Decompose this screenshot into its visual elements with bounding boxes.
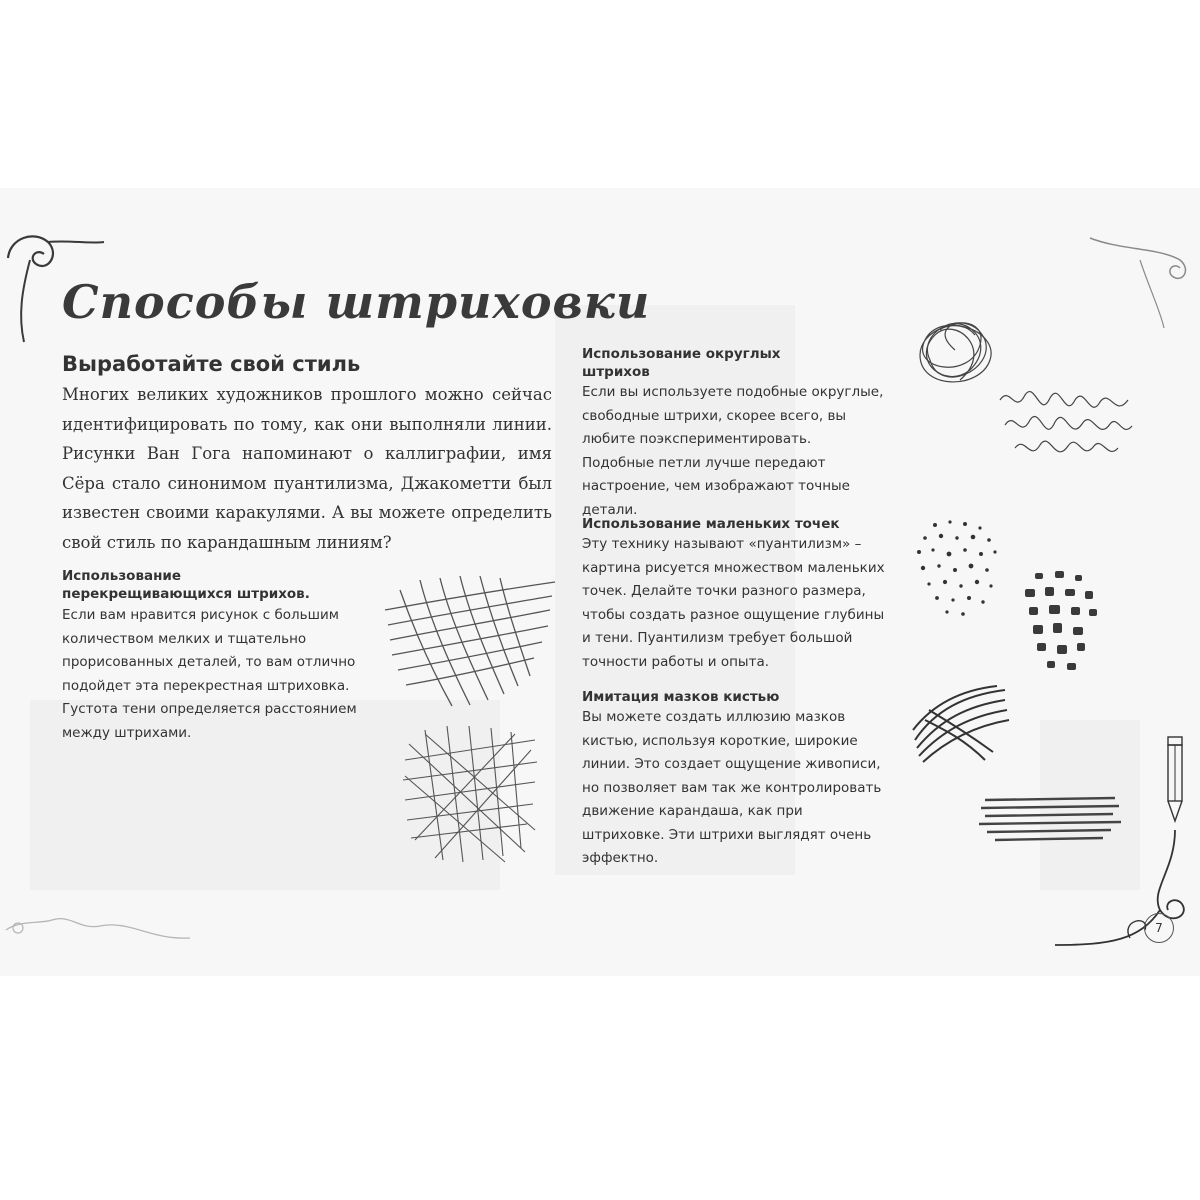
dense-stipple-sketch xyxy=(1015,565,1105,675)
rounded-text: Если вы используете подобные округлые, свободные штрихи, скорее всего, вы любите поэкспериментировать. Подобные петли лучше передают настроение, чем изображают точные детали. xyxy=(582,384,884,518)
crosshatch-heading xyxy=(62,567,382,603)
zigzag-scribble-sketch xyxy=(990,380,1140,470)
brush-heading: Имитация мазков кистью xyxy=(582,689,780,705)
dots-heading: Использование маленьких точек xyxy=(582,516,840,532)
rounded-heading-line1: Использование округлых xyxy=(582,346,781,362)
brush-text: Вы можете создать иллюзию мазков кистью, используя короткие, широкие линии. Это создает ощущение живописи, но позволяет вам так же контролировать движение карандаша, как при штриховке. Эти штрихи выглядят очень эффектно. xyxy=(582,709,882,866)
pencil-icon xyxy=(1164,735,1186,825)
main-heading: Выработайте свой стиль xyxy=(62,352,361,376)
swirl-ornament-bottom-left xyxy=(0,880,260,970)
crosshatch-heading-line1: Использование xyxy=(62,568,182,584)
swirl-ornament-bottom-right xyxy=(1050,830,1200,960)
rounded-heading-line2: штрихов xyxy=(582,364,650,380)
stipple-dots-sketch xyxy=(905,510,1015,620)
crosshatch-text: Если вам нравится рисунок с большим количеством мелких и тщательно прорисованных деталей, то вам отлично подойдет эта перекрестная штриховка. Густота тени определяется расстоянием между штрихами. xyxy=(62,607,357,741)
crosshatch-sketch-1 xyxy=(380,570,560,710)
rounded-heading xyxy=(582,345,882,381)
page-number: 7 xyxy=(1144,913,1174,943)
lead-paragraph: Многих великих художников прошлого можно сейчас идентифицировать по тому, как они выполняли линии. Рисунки Ван Гога напоминают о каллиграфии, имя Сёра стало синонимом пуантилизма, Джакометти был известен своими каракулями. А вы можете определить свой стиль по карандашным линиям? xyxy=(62,385,552,552)
brush-stroke-sketch-1 xyxy=(905,680,1015,770)
crosshatch-heading-line2: перекрещивающихся штрихов. xyxy=(62,586,310,602)
crosshatch-sketch-2 xyxy=(395,720,545,870)
swirl-ornament-top-right xyxy=(1080,210,1200,330)
dots-text: Эту технику называют «пуантилизм» – картина рисуется множеством маленьких точек. Делайте точки разного размера, чтобы создать разное ощущение глубины и тени. Пуантилизм требует большой точности работы и опыта. xyxy=(582,536,885,670)
page-title: Способы штриховки xyxy=(62,275,651,329)
